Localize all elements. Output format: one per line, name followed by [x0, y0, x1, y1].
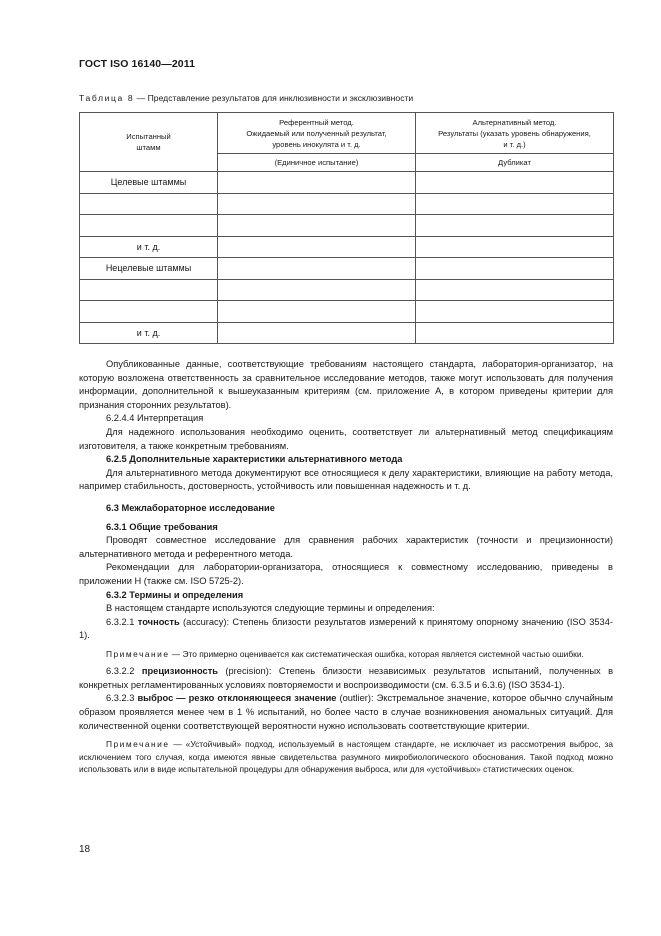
table-row [80, 172, 614, 194]
heading-6-3-1: 6.3.1 Общие требования [106, 521, 218, 532]
heading-6-3-2: 6.3.2 Термины и определения [106, 589, 244, 600]
table-cell [218, 301, 416, 323]
term-accuracy-word: точность [137, 616, 180, 627]
table-cell [218, 172, 416, 194]
table-cell-strain [80, 279, 218, 301]
paragraph-published-data: Опубликованные данные, соответствующие требованиям настоящего стандарта, лаборатория-организатор, на которую возложена ответственность за сравнительное исследование методов, также могут использовать для получения информации, дополнительной к вышеуказанным критериям (см. приложение А, в котором приведены критерии для признания сторонних результатов). [79, 359, 613, 410]
table-cell [416, 172, 614, 194]
table-cell [218, 215, 416, 237]
table-cell [218, 193, 416, 215]
term-outlier-word: выброс — резко отклоняющееся значение [137, 693, 337, 704]
table-cell-strain: Целевые штаммы [80, 172, 218, 194]
table-cell [218, 236, 416, 258]
table-cell [416, 258, 614, 280]
table-caption-text: — Представление результатов для инклюзивности и эксклюзивности [134, 93, 414, 103]
header-reference-method: Референтный метод. Ожидаемый или полученный результат, уровень инокулята и т. д. [218, 113, 416, 154]
paragraph-terms-intro: В настоящем стандарте используются следующие термины и определения: [106, 603, 435, 614]
table-cell [218, 258, 416, 280]
paragraph-additional-characteristics: Для альтернативного метода документируют все относящиеся к делу характеристики, влияющие на работу метода, например стабильность, достоверность, устойчивость или повышенная надежность и т. д. [79, 467, 613, 492]
table-cell-strain: Нецелевые штаммы [80, 258, 218, 280]
term-precision-word: прецизионность [141, 666, 218, 677]
paragraph-interpretation: Для надежного использования необходимо оценить, соответствует ли альтернативный метод спецификациям изготовителя, а также конкретным требованиям. [79, 426, 613, 451]
table-cell-strain [80, 215, 218, 237]
table-header-row [80, 113, 614, 154]
table-cell-strain: и т. д. [80, 236, 218, 258]
table-row [80, 322, 614, 344]
table-cell-strain [80, 301, 218, 323]
table-row [80, 193, 614, 215]
table-cell [218, 322, 416, 344]
results-table [79, 112, 614, 344]
note-outlier: Примечание — «Устойчивый» подход, используемый в настоящем стандарте, не исключает из рассмотрения выброс, за исключением того случая, когда имеются явные свидетельства разумного микробиологического обоснования. Такой подход можно использовать или в виде испытательной процедуры для обнаружения выброса, или для «устойчивых» статистических оценок. [79, 739, 613, 775]
subheader-duplicate: Дубликат [416, 154, 614, 172]
table-row [80, 279, 614, 301]
heading-6-3: 6.3 Межлабораторное исследование [106, 502, 275, 513]
table-caption [79, 93, 413, 103]
page-number: 18 [79, 844, 91, 855]
table-caption-label: Таблица 8 [79, 93, 135, 103]
table-row [80, 215, 614, 237]
table-cell [416, 301, 614, 323]
table-cell [416, 322, 614, 344]
table-row [80, 258, 614, 280]
table-cell [416, 279, 614, 301]
table-cell-strain [80, 193, 218, 215]
table-cell-strain: и т. д. [80, 322, 218, 344]
table-row [80, 236, 614, 258]
paragraph-collaborative-study: Проводят совместное исследование для сравнения рабочих характеристик (точности и прецизионности) альтернативного метода и референтного метода. [79, 535, 613, 559]
heading-6-2-4-4: 6.2.4.4 Интерпретация [106, 413, 204, 424]
term-accuracy: 6.3.2.1 точность (accuracy): Степень близости результатов измерений к принятому опорному значению (ISO 3534-1). [79, 616, 613, 641]
paragraph-recommendations: Рекомендации для лаборатории-организатора, относящиеся к совместному исследованию, приведены в приложении Н (также см. ISO 5725-2). [79, 562, 613, 586]
table-cell [218, 279, 416, 301]
heading-6-2-5: 6.2.5 Дополнительные характеристики альтернативного метода [106, 454, 403, 465]
note-accuracy: Примечание — Это примерно оценивается как систематическая ошибка, которая является системной частью ошибки. [106, 648, 584, 659]
table-cell [416, 215, 614, 237]
term-precision: 6.3.2.2 прецизионность (precision): Степень близости независимых результатов испытаний, полученных в конкретных регламентированных условиях повторяемости и воспроизводимости (см. 6.3.5 и 6.3.6) (ISO 3534-1). [79, 666, 614, 690]
header-tested-strain: Испытанный штамм [80, 113, 218, 172]
document-header: ГОСТ ISO 16140—2011 [79, 58, 196, 70]
header-alternative-method: Альтернативный метод. Результаты (указать уровень обнаружения, и т. д.) [416, 113, 614, 154]
table-cell [416, 236, 614, 258]
subheader-single-test: (Единичное испытание) [218, 154, 416, 172]
term-outlier: 6.3.2.3 выброс — резко отклоняющееся значение (outlier): Экстремальное значение, которое обычно случайным образом проявляется менее чем в 1 % испытаний, но более часто в случае возникновения аномальных ситуаций. Для количественной оценки соответствующей вероятности нужно использовать соответствующие критерии. [79, 693, 613, 731]
table-row [80, 301, 614, 323]
table-cell [416, 193, 614, 215]
body-text [79, 358, 613, 775]
